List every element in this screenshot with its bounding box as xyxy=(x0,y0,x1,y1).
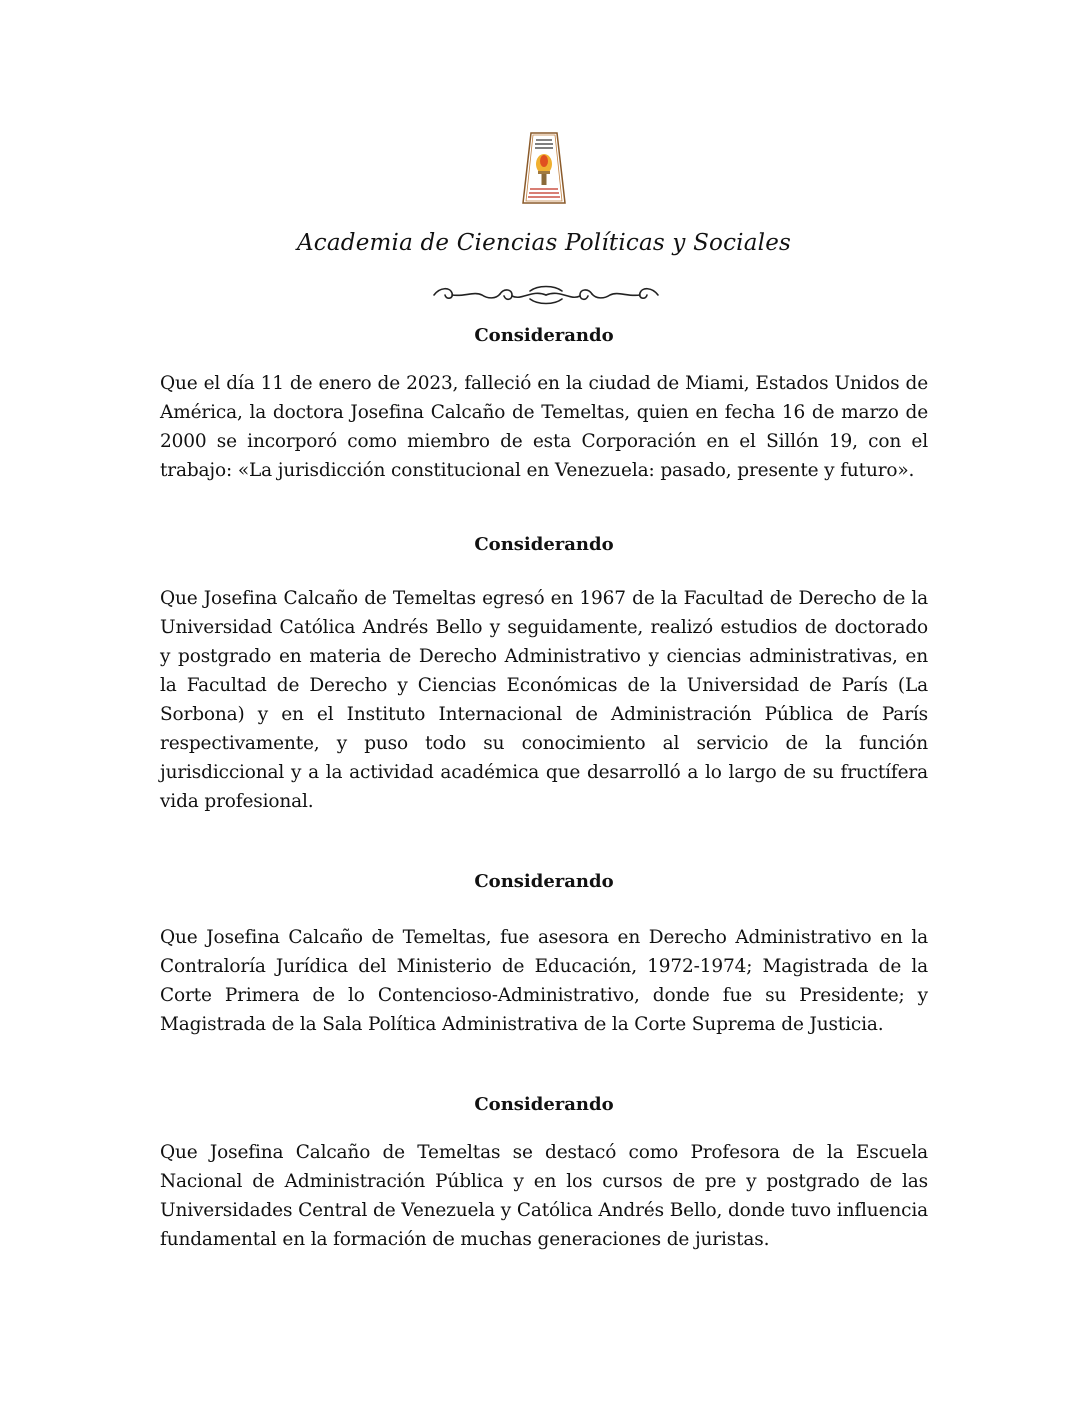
section-paragraph: Que Josefina Calcaño de Temeltas se destacó como Profesora de la Escuela Nacional de Administración Pública y en los cursos de pre y postgrado de las Universidades Central de Venezuela y Católica Andrés Bello, donde tuvo influencia fundamental en la formación de muchas generaciones de juristas. xyxy=(160,1142,928,1250)
section-paragraph: Que el día 11 de enero de 2023, falleció en la ciudad de Miami, Estados Unidos de América, la doctora Josefina Calcaño de Temeltas, quien en fecha 16 de marzo de 2000 se incorporó como miembro de esta Corporación en el Sillón 19, con el trabajo: «La jurisdicción constitucional en Venezuela: pasado, presente y futuro». xyxy=(160,373,928,481)
scroll-divider-icon xyxy=(430,283,662,307)
section-heading: Considerando xyxy=(474,325,614,346)
institution-name: Academia de Ciencias Políticas y Sociales xyxy=(296,230,792,256)
section-heading: Considerando xyxy=(474,534,614,555)
section-paragraph: Que Josefina Calcaño de Temeltas, fue asesora en Derecho Administrativo en la Contraloría Jurídica del Ministerio de Educación, 1972-1974; Magistrada de la Corte Primera de lo Contencioso-Administrativo, donde fue su Presidente; y Magistrada de la Sala Política Administrativa de la Corte Suprema de Justicia. xyxy=(160,927,928,1035)
section-paragraph: Que Josefina Calcaño de Temeltas egresó en 1967 de la Facultad de Derecho de la Universidad Católica Andrés Bello y seguidamente, realizó estudios de doctorado y postgrado en materia de Derecho Administrativo y ciencias administrativas, en la Facultad de Derecho y Ciencias Económicas de la Universidad de París (La Sorbona) y en el Instituto Internacional de Administración Pública de París respectivamente, y puso todo su conocimiento al servicio de la función jurisdiccional y a la actividad académica que desarrolló a lo largo de su fructífera vida profesional. xyxy=(160,588,928,812)
section-heading: Considerando xyxy=(474,1094,614,1115)
section-heading: Considerando xyxy=(474,871,614,892)
academy-torch-emblem-icon xyxy=(519,131,569,205)
